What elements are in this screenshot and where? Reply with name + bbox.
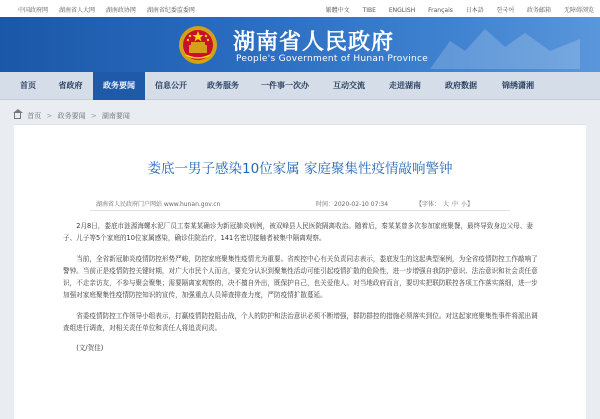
breadcrumb-hunan-news[interactable]: 湖南要闻	[101, 112, 130, 120]
font-size-medium[interactable]: 中	[452, 201, 459, 208]
top-links-left	[18, 5, 204, 14]
national-emblem-icon[interactable]	[178, 25, 218, 65]
article-byline: (文/贺佳)	[76, 344, 104, 353]
article-body	[63, 220, 541, 363]
header-decoration	[430, 21, 580, 69]
font-size-end: 】	[467, 201, 474, 208]
breadcrumb-separator: >	[46, 112, 53, 120]
link-hunan-cppcc[interactable]: 湖南政协网	[105, 7, 136, 14]
link-tibetan[interactable]: TIBE	[362, 7, 376, 14]
nav-item-scenic-hunan[interactable]: 锦绣潇湘	[502, 81, 534, 90]
top-utility-bar	[0, 0, 600, 17]
article-source: 湖南省人民政府门户网站 www.hunan.gov.cn	[96, 201, 221, 208]
link-french[interactable]: Français	[428, 7, 453, 14]
nav-item-provincial-gov[interactable]: 省政府	[58, 81, 83, 90]
font-size-large[interactable]: 大	[443, 201, 450, 208]
breadcrumb-separator: >	[90, 112, 97, 120]
nav-item-gov-data[interactable]: 政府数据	[445, 81, 477, 90]
link-accessibility[interactable]: 无障碍浏览	[563, 7, 594, 14]
article-meta	[90, 197, 510, 211]
nav-item-info-disclosure[interactable]: 信息公开	[155, 81, 187, 90]
link-english[interactable]: ENGLISH	[388, 7, 416, 14]
nav-item-interaction[interactable]: 互动交流	[333, 81, 365, 90]
font-size-label: 【字体：	[416, 201, 441, 208]
article-panel	[14, 124, 586, 419]
article-title: 娄底一男子感染10位家属 家庭聚集性疫情敲响警钟	[147, 161, 453, 177]
font-size-control	[416, 199, 473, 208]
link-hunan-discipline[interactable]: 湖南省纪委监委网	[146, 7, 195, 14]
top-links-right	[315, 5, 594, 14]
nav-item-gov-news[interactable]: 政务要闻	[93, 72, 145, 100]
nav-item-gov-services[interactable]: 政务服务	[207, 81, 239, 90]
breadcrumb-home[interactable]: 首页	[27, 112, 42, 120]
nav-item-one-thing-once[interactable]: 一件事一次办	[261, 81, 309, 90]
link-japanese[interactable]: 日本語	[465, 7, 484, 14]
link-hunan-npc[interactable]: 湖南省人大网	[58, 7, 95, 14]
breadcrumb	[14, 111, 130, 121]
article-date: 时间：2020-02-10 07:34	[316, 201, 389, 208]
link-gov-mail[interactable]: 政务邮箱	[527, 7, 552, 14]
nav-item-about-hunan[interactable]: 走进湖南	[389, 81, 421, 90]
link-gov-cn[interactable]: 中国政府网	[18, 7, 49, 14]
site-title[interactable]: 湖南省人民政府	[233, 29, 395, 55]
site-header	[0, 17, 600, 72]
site-subtitle: People's Government of Hunan Province	[236, 54, 429, 64]
article-paragraph: 2月8日，娄底市涟源海螺水泥厂员工秦某某确诊为新冠肺炎病例，被双峰县人民医院隔离收治。随着后，秦某某曾多次参加家庭聚餐，最终导致身边父母、妻子、儿子等5个家庭的10位家属感染，确诊住院治疗，141名密切接触者被集中隔离观察。	[63, 222, 533, 243]
article-paragraph: 当前，全省新冠肺炎疫情防控形势严峻，防控家庭聚集性疫情尤为重要。省疾控中心有关负责同志表示，娄底发生的这起典型案例，为全省疫情防控工作敲响了警钟。当前正是疫情防控关键时期，对广大市民个人而言，要充分认识到聚集性活动可能引起疫情扩散的危险性，进一步增强自我防护意识、法治意识和社会责任意识，不走亲访友，不参与聚会聚集；需要隔离家观察的，决不擅自外出，既保护自己，也关爱他人。对当地政府而言，要切实把联防联控各项工作落实落细，进一步加强对家庭聚集性疫情防控知识的宣传，加强重点人员筛查排查力度，严防疫情扩散蔓延。	[63, 254, 538, 300]
link-traditional-chinese[interactable]: 繁體中文	[325, 7, 350, 14]
home-icon[interactable]	[14, 113, 21, 119]
breadcrumb-gov-news[interactable]: 政务要闻	[57, 112, 86, 120]
font-size-small[interactable]: 小	[461, 201, 468, 208]
main-nav	[0, 72, 600, 100]
nav-item-home[interactable]: 首页	[20, 81, 36, 90]
link-korean[interactable]: 한국어	[496, 7, 515, 14]
article-paragraph: 省委疫情防控工作领导小组表示，打赢疫情防控阻击战，个人的防护和法治意识必须不断增强，群防群控的措施必须落实到位。对这起家庭聚集性事件将派出调查组进行调查，对相关责任单位和责任人将追责问责。	[63, 311, 538, 333]
